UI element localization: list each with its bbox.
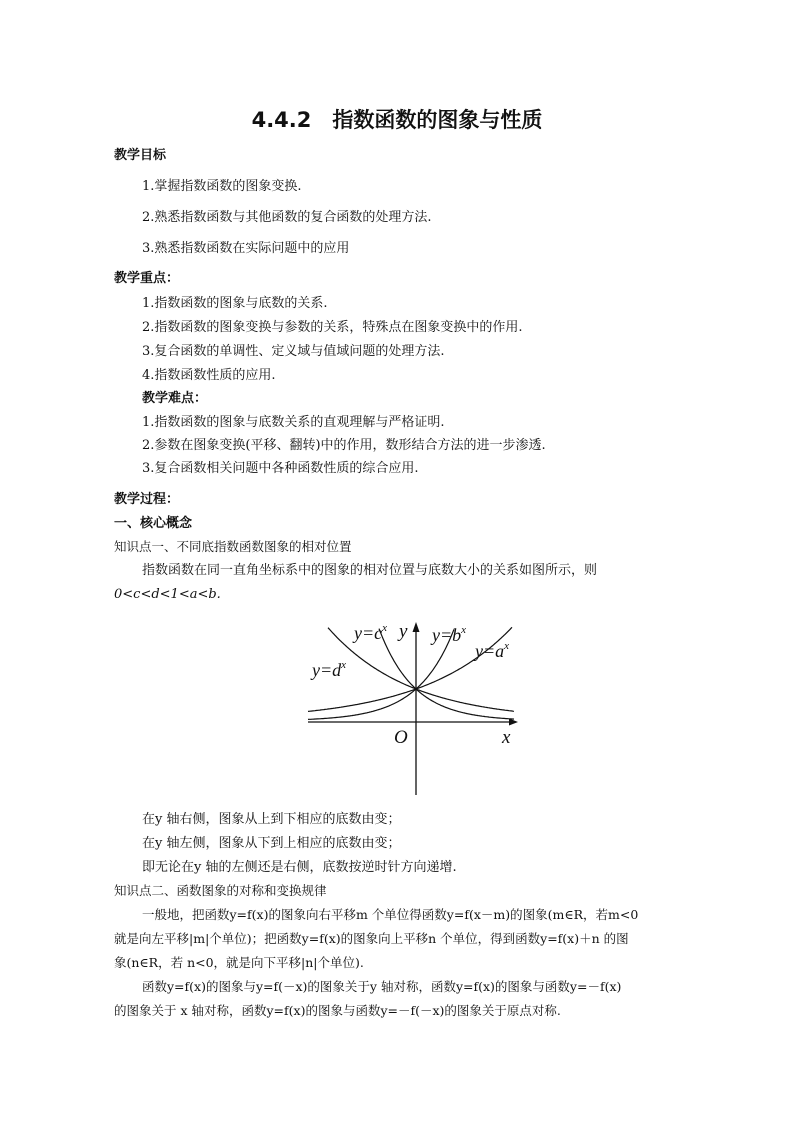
- knowledge-point-1-title: 知识点一、不同底指数函数图象的相对位置: [114, 539, 352, 554]
- objective-item: 2.熟悉指数函数与其他函数的复合函数的处理方法.: [142, 210, 432, 225]
- kp2-paragraph-line: 的图象关于 x 轴对称，函数y=f(x)的图象与函数y=－f(－x)的图象关于原点对称.: [114, 1003, 561, 1018]
- label-y-ax: $y=a^x$: [475, 640, 510, 661]
- y-axis-arrow-icon: [413, 622, 420, 632]
- key-points-heading: 教学重点：: [114, 271, 180, 286]
- objectives-heading: 教学目标: [114, 148, 167, 163]
- kp2-paragraph-line: 就是向左平移|m|个单位)；把函数y=f(x)的图象向上平移n 个单位，得到函数y=f(x)＋n 的图: [114, 931, 629, 946]
- key-point-item: 3.复合函数的单调性、定义域与值域问题的处理方法.: [142, 344, 445, 359]
- kp2-paragraph-line: 函数y=f(x)的图象与y=f(－x)的图象关于y 轴对称，函数y=f(x)的图象与函数y=－f(x): [142, 979, 622, 994]
- process-heading: 教学过程：: [114, 492, 180, 507]
- key-point-item: 2.指数函数的图象变换与参数的关系，特殊点在图象变换中的作用.: [142, 320, 523, 335]
- objective-item: 1.掌握指数函数的图象变换.: [142, 179, 302, 194]
- label-y-cx: $y=c^x$: [354, 622, 388, 643]
- page-title: 4.4.2 指数函数的图象与性质: [251, 108, 543, 132]
- label-y-dx: $y=d^x$: [312, 659, 347, 680]
- section-core-concepts: 一、核心概念: [114, 516, 193, 531]
- kp1-note: 在y 轴左侧，图象从下到上相应的底数由变；: [142, 836, 401, 851]
- kp1-paragraph-line: 指数函数在同一直角坐标系中的图象的相对位置与底数大小的关系如图所示，则: [142, 563, 598, 578]
- key-point-item: 1.指数函数的图象与底数的关系.: [142, 296, 328, 311]
- kp1-note: 在y 轴右侧，图象从上到下相应的底数由变；: [142, 812, 401, 827]
- exponential-graphs-figure: [298, 605, 534, 805]
- difficulty-item: 3.复合函数相关问题中各种函数性质的综合应用.: [142, 461, 419, 476]
- kp2-paragraph-line: 象(n∈R，若 n<0，就是向下平移|n|个单位).: [114, 955, 364, 970]
- key-point-item: 4.指数函数性质的应用.: [142, 368, 276, 383]
- difficulty-item: 2.参数在图象变换(平移、翻转)中的作用，数形结合方法的进一步渗透.: [142, 438, 546, 453]
- objective-item: 3.熟悉指数函数在实际问题中的应用: [142, 241, 350, 256]
- difficulties-heading: 教学难点：: [142, 391, 208, 406]
- label-y-bx: $y=b^x$: [432, 624, 467, 645]
- kp2-paragraph-line: 一般地，把函数y=f(x)的图象向右平移m 个单位得函数y=f(x－m)的图象(m∈R，若m<0: [142, 907, 639, 922]
- kp1-paragraph-line: 0<c<d<1<a<b.: [114, 587, 221, 602]
- difficulty-item: 1.指数函数的图象与底数关系的直观理解与严格证明.: [142, 415, 445, 430]
- y-axis-label: y: [399, 621, 408, 642]
- x-axis-label: x: [502, 727, 511, 748]
- kp1-note: 即无论在y 轴的左侧还是右侧，底数按逆时针方向递增.: [142, 860, 457, 875]
- origin-label: O: [394, 727, 408, 748]
- knowledge-point-2-title: 知识点二、函数图象的对称和变换规律: [114, 883, 327, 898]
